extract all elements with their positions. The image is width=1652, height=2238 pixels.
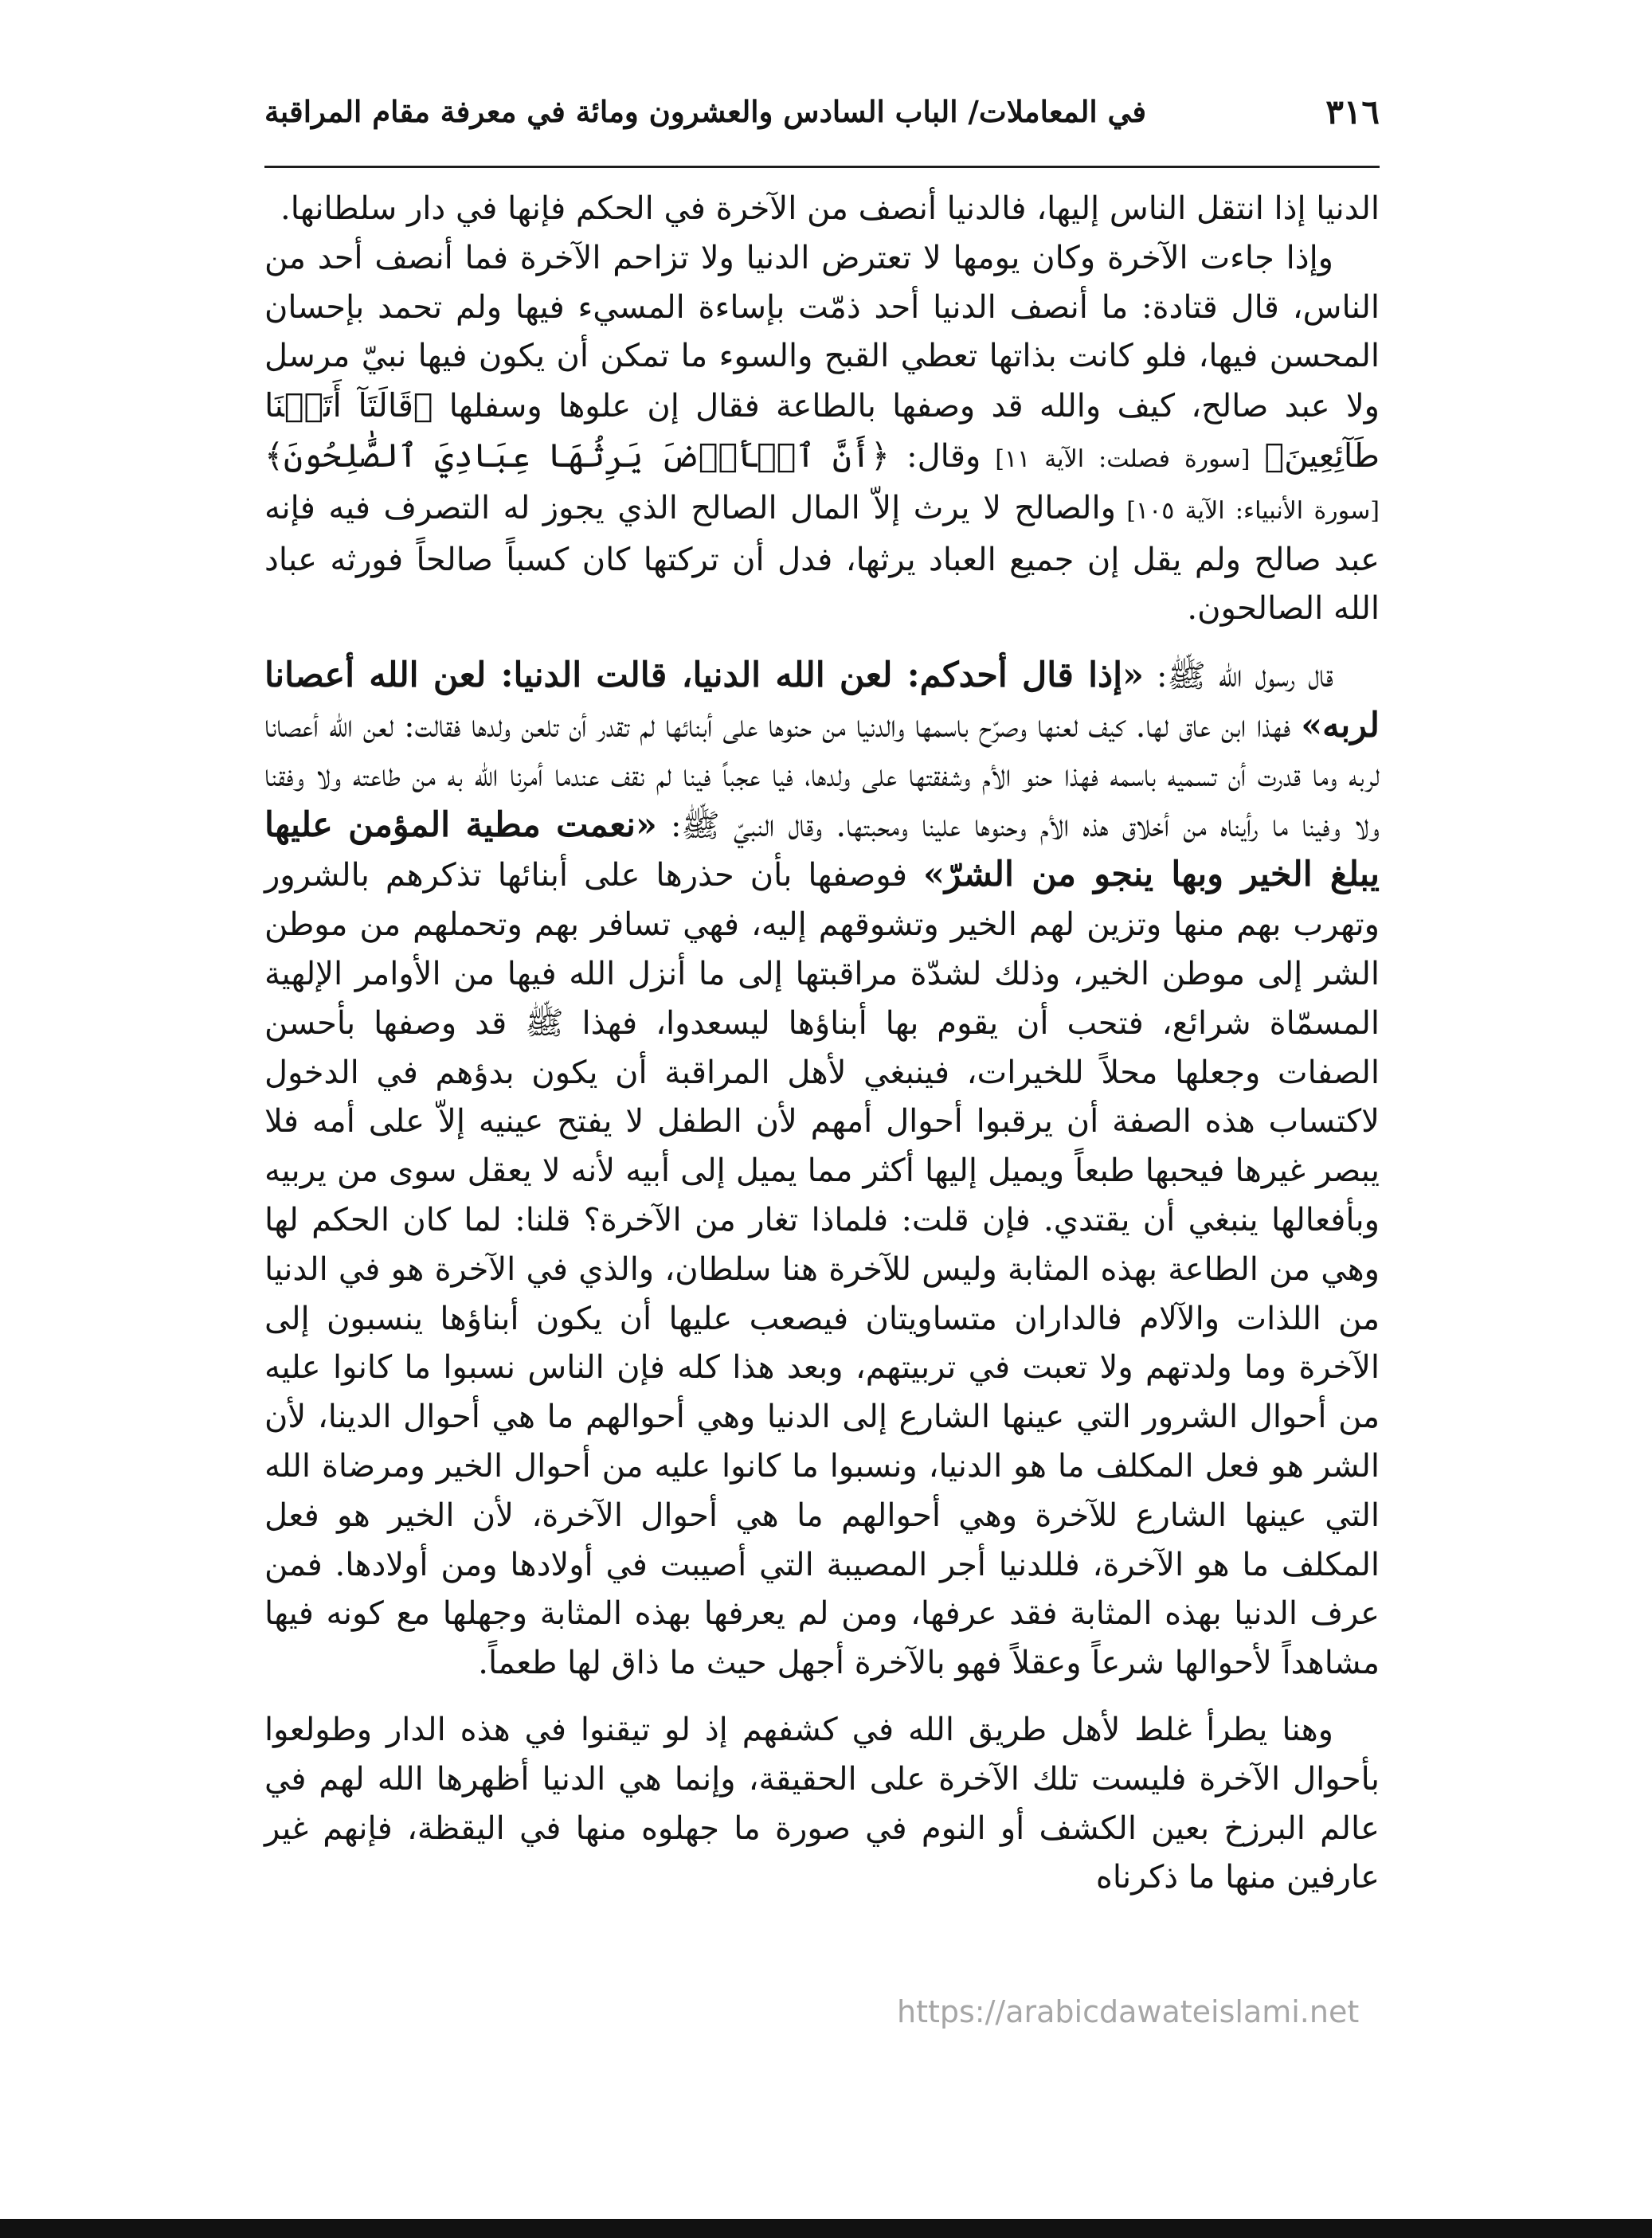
paragraph-3-text-2: فهذا ابن عاق لها. كيف لعنها وصرّح باسمها والدنيا من حنوها على أبنائها لم تقدر أن تلعن ولدها فقالت: لعن الله أعصانا لربه وما قدرت أن تسميه باسمه فهذا حنو الأم وشفقتها على ولدها، فيا عجباً فينا لم نقف عندما أمرنا الله به من طاعته ولا وفقنا ولا وفينا ما رأيناه من أخلاق هذه الأم وحنوها علينا ومحبتها. وقال النبيّ ﷺ: bbox=[264, 707, 1380, 844]
scan-bottom-edge bbox=[0, 2219, 1652, 2238]
header-rule bbox=[264, 166, 1380, 168]
paragraph-2 bbox=[264, 234, 1380, 634]
paragraph-1-text: الدنيا إذا انتقل الناس إليها، فالدنيا أنصف من الآخرة في الحكم فإنها في دار سلطانها. bbox=[280, 190, 1380, 227]
paragraph-2-text-1: وإذا جاءت الآخرة وكان يومها لا تعترض الدنيا ولا تزاحم الآخرة فما أنصف أحد من الناس، قال قتادة: ما أنصف الدنيا أحد ذمّت بإساءة المسيء فيها ولم تحمد بإحسان المحسن فيها، فلو كانت بذاتها تعطي القبح والسوء ما تمكن أن يكون فيها نبيّ مرسل ولا عبد صالح، كيف والله قد وصفها بالطاعة فقال إن علوها وسفلها bbox=[264, 239, 1380, 425]
paragraph-2-text-2: وقال: bbox=[889, 437, 981, 475]
page-number: ٣١٦ bbox=[1325, 92, 1380, 131]
paragraph-4 bbox=[264, 1706, 1380, 1903]
watermark-url: https://arabicdawateislami.net bbox=[897, 1994, 1360, 2029]
hadith-quote-1: «إذا قال أحدكم: لعن الله الدنيا، قالت الدنيا: لعن الله أعصانا لربه» bbox=[264, 655, 1380, 745]
running-title: في المعاملات/ الباب السادس والعشرون ومائة في معرفة مقام المراقبة bbox=[264, 94, 1147, 129]
paragraph-4-text: وهنا يطرأ غلط لأهل طريق الله في كشفهم إذ لو تيقنوا في هذه الدار وطولعوا بأحوال الآخرة فليست تلك الآخرة على الحقيقة، وإنما هي الدنيا أظهرها الله لهم في عالم البرزخ بعين الكشف أو النوم في صورة ما جهلوه منها في اليقظة، فإنهم غير عارفين منها ما ذكرناه bbox=[264, 1711, 1380, 1896]
verse-reference-2: [سورة الأنبياء: الآية ١٠٥] bbox=[1115, 496, 1380, 525]
paragraph-3 bbox=[264, 651, 1380, 1688]
paragraph-3-text-3: فوصفها بأن حذرها على أبنائها تذكرهم بالشرور وتهرب بهم منها وتزين لهم الخير وتشوقهم إليه، فهي تسافر بهم وتحملهم من موطن الشر إلى موطن الخير، وذلك لشدّة مراقبتها إلى ما أنزل الله فيها من الأوامر الإلهية المسمّاة شرائع، فتحب أن يقوم بها أبناؤها ليسعدوا، فهذا ﷺ قد وصفها بأحسن الصفات وجعلها محلاً للخيرات، فينبغي لأهل المراقبة أن يكون بدؤهم في الدخول لاكتساب هذه الصفة أن يرقبوا أحوال أمهم لأن الطفل لا يفتح عينيه إلاّ على أمه فلا يبصر غيرها فيحبها طبعاً ويميل إليها أكثر مما يميل إلى أبيه لأنه لا يعقل سوى من يربيه وبأفعالها ينبغي أن يقتدي. فإن قلت: فلماذا تغار من الآخرة؟ قلنا: لما كان الحكم لها وهي من الطاعة بهذه المثابة وليس للآخرة هنا سلطان، والذي في الآخرة هو في الدنيا من اللذات والآلام فالداران متساويتان فيصعب عليها أن يكون أبناؤها ينسبون إلى الآخرة وما ولدتهم ولا تعبت في تربيتهم، وبعد هذا كله فإن الناس نسبوا ما كانوا عليه من أحوال الشرور التي عينها الشارع إلى الدنيا وهي أحوالهم ما هي أحوال الدينا، لأن الشر هو فعل المكلف ما هو الدنيا، ونسبوا ما كانوا عليه من أحوال الخير ومرضاة الله التي عينها الشارع للآخرة وهي أحوالهم ما هي أحوال الآخرة، لأن الخير هو فعل المكلف ما هو الآخرة، فللدنيا أجر المصيبة التي أصيبت في أولادها ومن أولادها. فمن عرف الدنيا بهذه المثابة فقد عرفها، ومن لم يعرفها بهذه المثابة وجهلها مع كونه فيها مشاهداً لأحوالها شرعاً وعقلاً فهو بالآخرة أجهل حيث ما ذاق لها طعماً. bbox=[264, 857, 1380, 1682]
body-text bbox=[264, 185, 1380, 1903]
verse-reference-1: [سورة فصلت: الآية ١١] bbox=[981, 444, 1265, 473]
paragraph-2-text-3: والصالح لا يرث إلاّ المال الصالح الذي يجوز له التصرف فيه فإنه عبد صالح ولم يقل إن جميع العباد يرثها، فدل أن تركتها كان كسباً صالحاً فورثه عباد الله الصالحون. bbox=[264, 489, 1380, 628]
page-header bbox=[264, 88, 1380, 147]
paragraph-3-text-1: قال رسول الله ﷺ: bbox=[1144, 658, 1334, 695]
hadith-quote-2: «نعمت مطية المؤمن عليها يبلغ الخير وبها ينجو من الشرّ» bbox=[264, 804, 1380, 895]
quran-verse-2: ﴿أَنَّ ٱلۡأَرۡضَ يَرِثُهَا عِبَادِيَ ٱلصَّٰلِحُونَ﴾ bbox=[264, 436, 890, 475]
paragraph-1 bbox=[264, 185, 1380, 234]
quran-verse-1: ﴿قَالَتَآ أَتَيۡنَا طَآئِعِينَ﴾ bbox=[264, 386, 1380, 475]
